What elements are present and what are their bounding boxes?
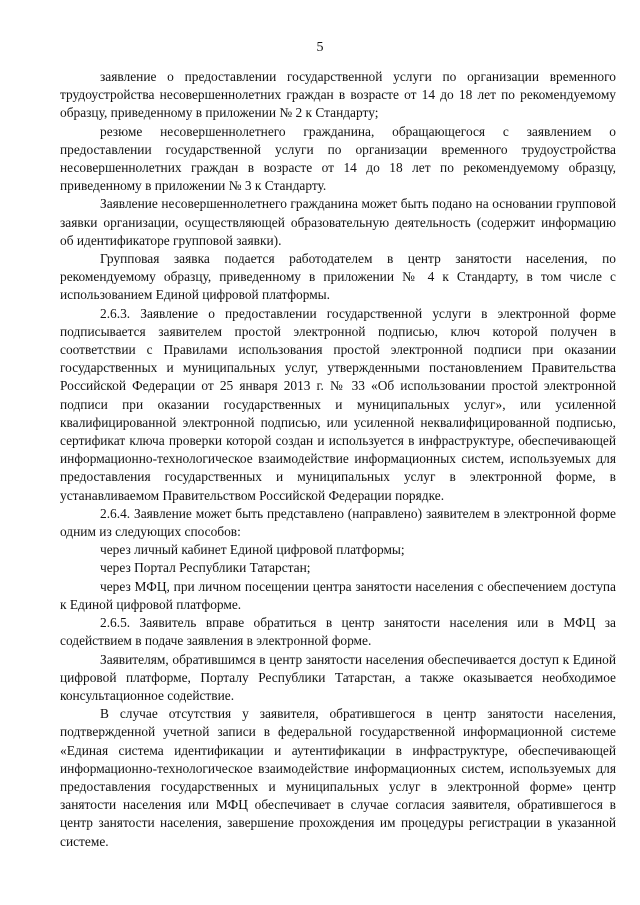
paragraph: В случае отсутствия у заявителя, обратившегося в центр занятости населения, подтвержденной учетной записи в федеральной государственной информационной системе «Единая система идентификации и аутентификации в инфраструктуре, обеспечивающей информационно-технологическое взаимодействие информационных систем, используемых для предоставления государственных и муниципальных услуг в электронной форме» центр занятости населения или МФЦ обеспечивает в случае согласия заявителя, обратившегося в центр занятости населения, завершение прохождения им процедуры регистрации в указанной системе. [60, 706, 616, 849]
paragraph: через личный кабинет Единой цифровой платформы; [100, 542, 405, 558]
paragraph: Заявителям, обратившимся в центр занятости населения обеспечивается доступ к Единой цифровой платформе, Порталу Республики Татарстан, а также оказывается необходимое консультационное содействие. [60, 651, 616, 703]
document-body [60, 68, 616, 851]
page-number: 5 [316, 40, 324, 55]
paragraph: заявление о предоставлении государственной услуги по организации временного трудоустройства несовершеннолетних граждан в возрасте от 14 до 18 лет по рекомендуемому образцу, приведенному в приложении № 2 к Стандарту; [60, 69, 616, 121]
paragraph: 2.6.3. Заявление о предоставлении государственной услуги в электронной форме подписывается заявителем простой электронной подписью, ключ которой получен в соответствии с Правилами использования простой электронной подписи при оказании государственных и муниципальных услуг, утвержденными постановлением Правительства Российской Федерации от 25 января 2013 г. № 33 «Об использовании простой электронной подписи при оказании государственных и муниципальных услуг», или усиленной квалифицированной электронной подписью, или усиленной неквалифицированной подписью, сертификат ключа проверки которой создан и используется в инфраструктуре, обеспечивающей информационно-технологическое взаимодействие информационных систем, используемых для предоставления государственных и муниципальных услуг в электронной форме, в устанавливаемом Правительством Российской Федерации порядке. [60, 305, 616, 503]
paragraph: 2.6.5. Заявитель вправе обратиться в центр занятости населения или в МФЦ за содействием в подаче заявления в электронной форме. [60, 615, 616, 649]
paragraph: Заявление несовершеннолетнего гражданина может быть подано на основании групповой заявки организации, осуществляющей образовательную деятельность (содержит информацию об идентификаторе групповой заявки). [60, 196, 616, 248]
paragraph: 2.6.4. Заявление может быть представлено (направлено) заявителем в электронной форме одним из следующих способов: [60, 505, 616, 540]
paragraph: резюме несовершеннолетнего гражданина, обращающегося с заявлением о предоставлении государственной услуги по организации временного трудоустройства несовершеннолетних граждан в возрасте от 14 до 18 лет по рекомендуемому образцу, приведенному в приложении № 3 к Стандарту. [60, 123, 616, 194]
paragraph: через МФЦ, при личном посещении центра занятости населения с обеспечением доступа к Единой цифровой платформе. [60, 578, 616, 612]
paragraph: через Портал Республики Татарстан; [100, 560, 311, 576]
paragraph: Групповая заявка подается работодателем в центр занятости населения, по рекомендуемому образцу, приведенному в приложении № 4 к Стандарту, в том числе с использованием Единой цифровой платформы. [60, 251, 616, 303]
